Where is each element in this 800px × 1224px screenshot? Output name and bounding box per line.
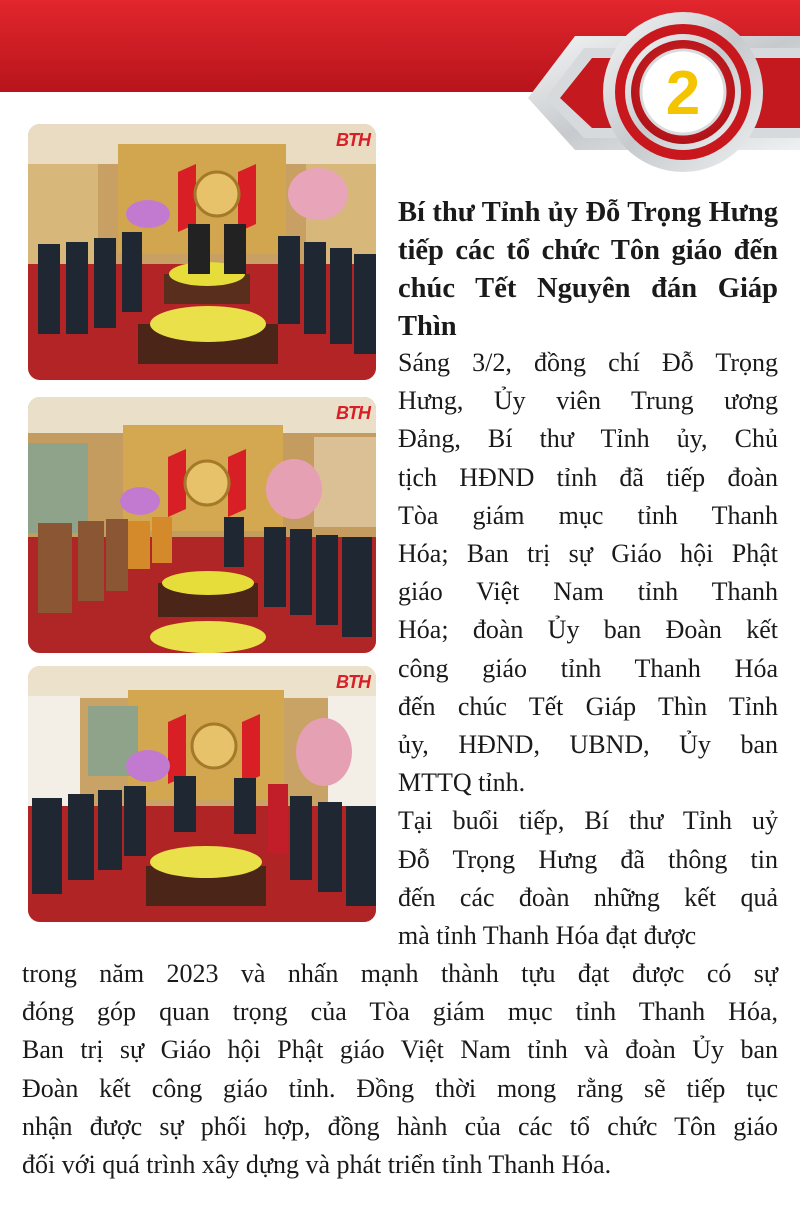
photo-2-watermark: BTH bbox=[336, 403, 370, 423]
body-line: đến các đoàn những kết quả bbox=[398, 882, 778, 912]
lead-line: công giáo tỉnh Thanh Hóa bbox=[398, 653, 778, 683]
lead-line: Hưng, Ủy viên Trung ương bbox=[398, 386, 778, 416]
article-title: Bí thư Tỉnh ủy Đỗ Trọng Hưng tiếp các tổ chức Tôn giáo đến chúc Tết Nguyên đán Giáp Thìn bbox=[398, 197, 778, 342]
lead-line: MTTQ tỉnh. bbox=[398, 768, 526, 798]
lead-line: Hóa; đoàn Ủy ban Đoàn kết bbox=[398, 615, 778, 645]
lead-line: Tòa giám mục tỉnh Thanh bbox=[398, 500, 778, 530]
body-line: trong năm 2023 và nhấn mạnh thành tựu đạt được có sự bbox=[22, 959, 778, 988]
section-number: 2 bbox=[665, 58, 701, 128]
lead-line: ủy, HĐND, UBND, Ủy ban bbox=[398, 730, 778, 760]
photo-1-scene bbox=[28, 124, 376, 380]
lead-line: đến chúc Tết Giáp Thìn Tỉnh bbox=[398, 691, 778, 721]
photo-2-scene bbox=[28, 397, 376, 653]
body-line: Tại buổi tiếp, Bí thư Tỉnh uỷ bbox=[398, 806, 778, 836]
body-line: Đỗ Trọng Hưng đã thông tin bbox=[398, 844, 778, 874]
body-line: đối với quá trình xây dựng và phát triển tỉnh Thanh Hóa. bbox=[22, 1150, 612, 1180]
photo-3-watermark: BTH bbox=[336, 672, 370, 692]
body-line: Ban trị sự Giáo hội Phật giáo Việt Nam tỉnh và đoàn Ủy ban bbox=[22, 1035, 778, 1065]
body-line: mà tỉnh Thanh Hóa đạt được bbox=[398, 921, 697, 951]
photo-reception-3 bbox=[28, 666, 376, 922]
lead-line: Sáng 3/2, đồng chí Đỗ Trọng bbox=[398, 348, 778, 377]
lead-line: Đảng, Bí thư Tỉnh ủy, Chủ bbox=[398, 424, 778, 454]
lead-line: giáo Việt Nam tỉnh Thanh bbox=[398, 577, 778, 607]
article-lead bbox=[398, 344, 778, 955]
article-body bbox=[22, 955, 778, 1184]
lead-line: Hóa; Ban trị sự Giáo hội Phật bbox=[398, 539, 778, 569]
photo-reception-2 bbox=[28, 397, 376, 653]
photo-1-watermark: BTH bbox=[336, 130, 370, 150]
body-line: nhận được sự phối hợp, đồng hành của các tổ chức Tôn giáo bbox=[22, 1111, 778, 1141]
body-line: Đoàn kết công giáo tỉnh. Đồng thời mong rằng sẽ tiếp tục bbox=[22, 1073, 778, 1103]
photo-3-scene bbox=[28, 666, 376, 922]
photo-reception-1 bbox=[28, 124, 376, 380]
lead-line: tịch HĐND tỉnh đã tiếp đoàn bbox=[398, 462, 778, 492]
body-line: đóng góp quan trọng của Tòa giám mục tỉnh Thanh Hóa, bbox=[22, 997, 778, 1027]
